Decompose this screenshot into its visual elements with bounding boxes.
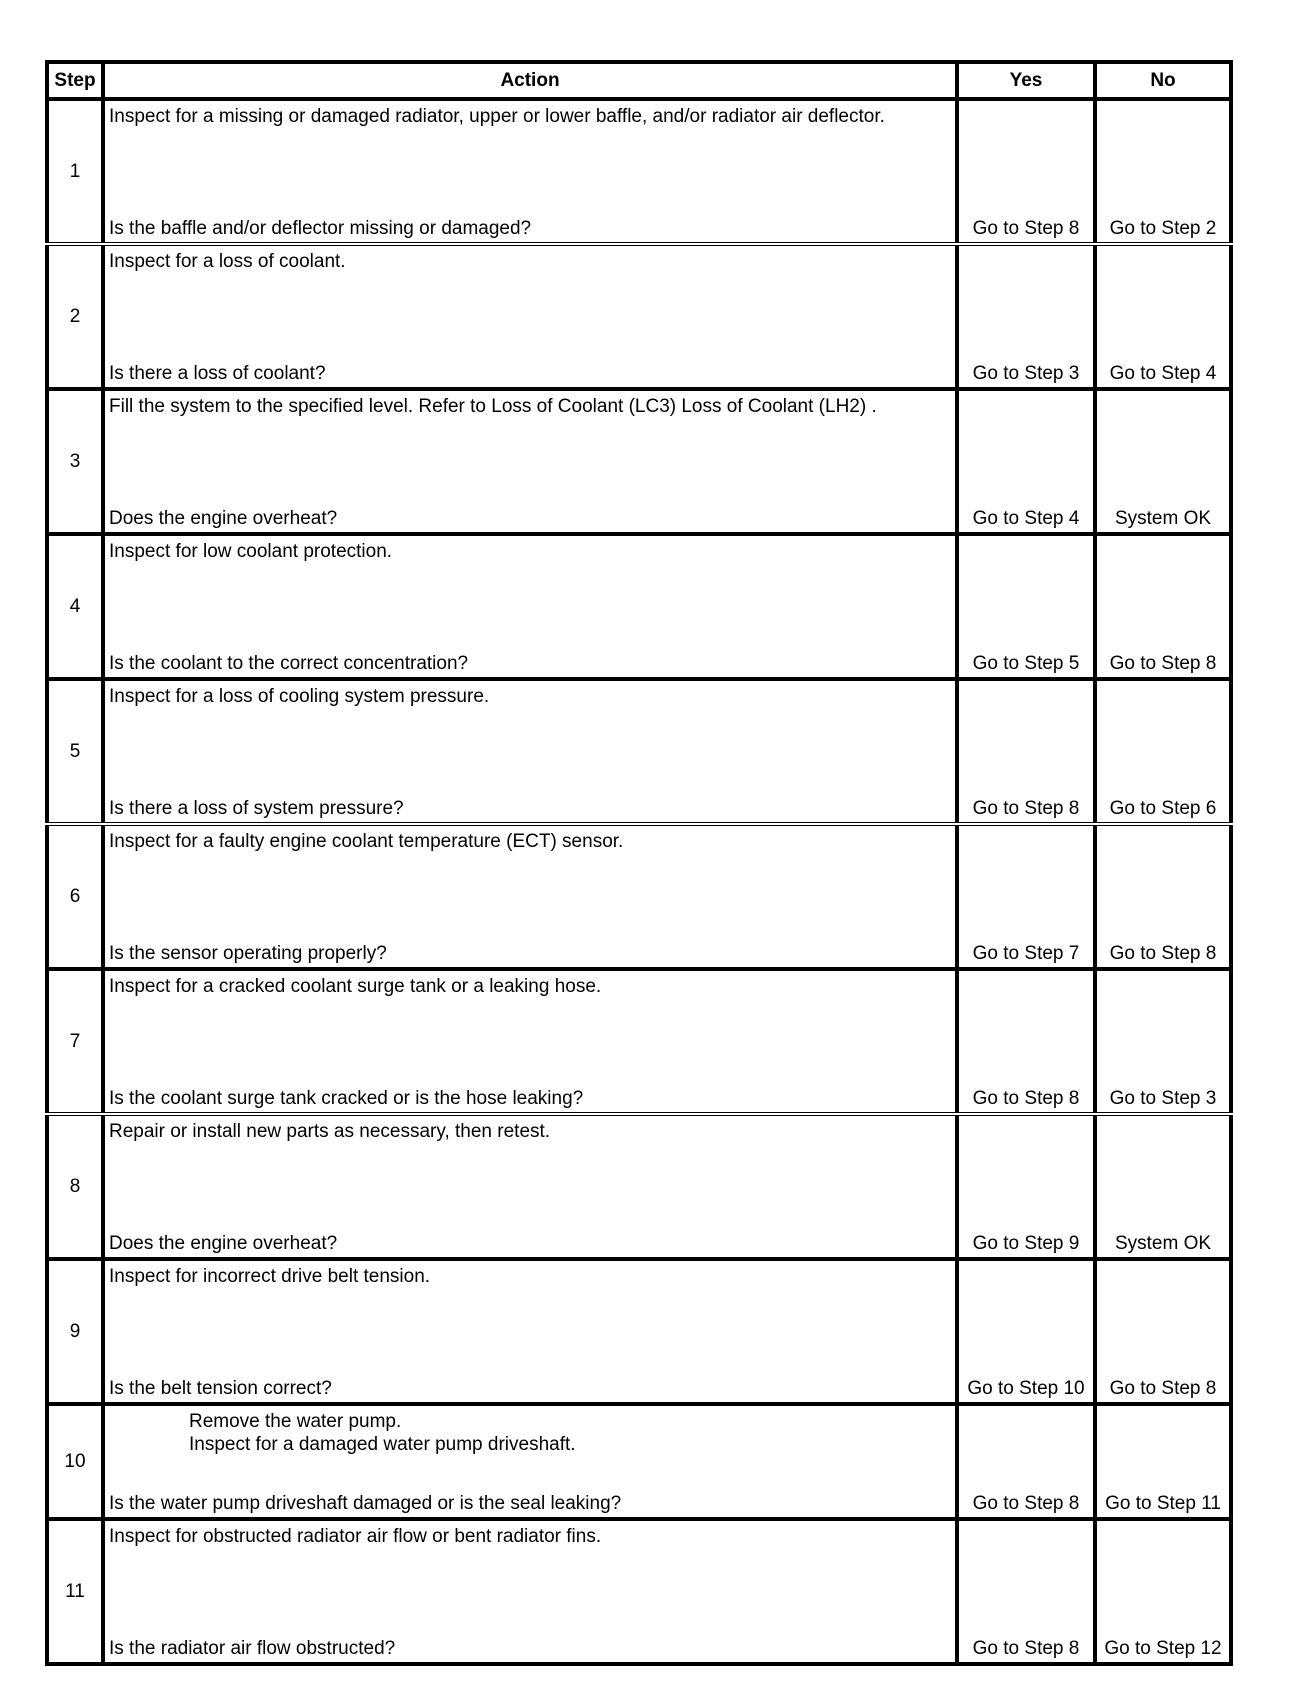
no-answer[interactable]: System OK: [1114, 1233, 1212, 1254]
no-answer[interactable]: Go to Step 11: [1105, 1493, 1221, 1514]
step-number: [47, 244, 103, 389]
no-cell: [1095, 1259, 1231, 1404]
action-question: Is the radiator air flow obstructed?: [109, 1638, 396, 1659]
step-number-text: 6: [69, 885, 81, 907]
no-cell: [1095, 1519, 1231, 1664]
yes-answer[interactable]: Go to Step 8: [972, 1088, 1080, 1109]
table-row: [47, 389, 1231, 534]
step-number-text: 2: [69, 305, 81, 327]
action-instruction-line: Remove the water pump.: [189, 1411, 402, 1432]
action-cell: [103, 969, 957, 1114]
step-number: [47, 389, 103, 534]
action-instruction: [109, 540, 392, 563]
action-instruction-line: Fill the system to the specified level. Refer to Loss of Coolant (LC3) Loss of Coolant (LH2) .: [109, 396, 877, 417]
yes-cell: [957, 824, 1095, 969]
yes-answer[interactable]: Go to Step 8: [972, 798, 1080, 819]
step-number: [47, 1404, 103, 1519]
yes-answer[interactable]: Go to Step 7: [972, 943, 1080, 964]
action-instruction-line: Inspect for a cracked coolant surge tank or a leaking hose.: [109, 976, 602, 997]
step-number-text: 9: [69, 1320, 81, 1342]
no-answer[interactable]: Go to Step 3: [1109, 1088, 1217, 1109]
step-number-text: 8: [69, 1175, 81, 1197]
no-answer[interactable]: Go to Step 8: [1109, 1378, 1217, 1399]
action-cell: [103, 679, 957, 824]
yes-answer[interactable]: Go to Step 5: [972, 653, 1080, 674]
yes-cell: [957, 99, 1095, 244]
yes-cell: [957, 969, 1095, 1114]
step-number-text: 1: [69, 160, 81, 182]
action-instruction-line: Inspect for a missing or damaged radiator, upper or lower baffle, and/or radiator air deflector.: [109, 106, 885, 127]
no-cell: [1095, 534, 1231, 679]
action-instruction: [109, 250, 346, 273]
yes-cell: [957, 679, 1095, 824]
no-cell: [1095, 99, 1231, 244]
action-instruction-line: Inspect for incorrect drive belt tension.: [109, 1266, 431, 1287]
action-question: Is the sensor operating properly?: [109, 943, 387, 964]
no-answer[interactable]: Go to Step 4: [1109, 363, 1217, 384]
action-instruction: [109, 1265, 430, 1288]
action-cell: [103, 824, 957, 969]
no-answer[interactable]: Go to Step 6: [1109, 798, 1217, 819]
step-number: [47, 99, 103, 244]
step-number-text: 5: [69, 740, 81, 762]
table-row: [47, 1519, 1231, 1664]
step-number: [47, 1519, 103, 1664]
table-body: [47, 99, 1231, 1664]
yes-answer[interactable]: Go to Step 3: [972, 363, 1080, 384]
yes-answer[interactable]: Go to Step 8: [972, 1493, 1080, 1514]
step-number: [47, 969, 103, 1114]
action-cell: [103, 1404, 957, 1519]
table-row: [47, 99, 1231, 244]
action-instruction: [109, 685, 489, 708]
action-instruction-line: Inspect for obstructed radiator air flow or bent radiator fins.: [109, 1526, 602, 1547]
yes-answer[interactable]: Go to Step 8: [972, 218, 1080, 239]
action-instruction: [189, 1410, 576, 1456]
action-question: Does the engine overheat?: [109, 508, 338, 529]
action-question: Is the coolant surge tank cracked or is the hose leaking?: [109, 1088, 584, 1109]
action-question: Does the engine overheat?: [109, 1233, 338, 1254]
yes-cell: [957, 389, 1095, 534]
step-number: [47, 1259, 103, 1404]
no-answer[interactable]: System OK: [1114, 508, 1212, 529]
yes-cell: [957, 1114, 1095, 1259]
action-instruction-line: Inspect for a loss of cooling system pressure.: [109, 686, 490, 707]
action-cell: [103, 389, 957, 534]
action-question: Is the coolant to the correct concentration?: [109, 653, 469, 674]
yes-answer[interactable]: Go to Step 4: [972, 508, 1080, 529]
no-cell: [1095, 679, 1231, 824]
action-instruction-line: Inspect for low coolant protection.: [109, 541, 393, 562]
header-row: [47, 62, 1231, 99]
table-row: [47, 1114, 1231, 1259]
step-number-text: 11: [65, 1580, 85, 1602]
action-instruction-line: Repair or install new parts as necessary, then retest.: [109, 1121, 551, 1142]
step-number-text: 7: [69, 1030, 81, 1052]
table-row: [47, 534, 1231, 679]
step-number-text: 4: [69, 595, 81, 617]
action-question: Is there a loss of coolant?: [109, 363, 326, 384]
step-number: [47, 534, 103, 679]
yes-cell: [957, 1404, 1095, 1519]
action-question: Is the belt tension correct?: [109, 1378, 332, 1399]
action-question: Is there a loss of system pressure?: [109, 798, 404, 819]
table-row: [47, 1259, 1231, 1404]
action-question: Is the baffle and/or deflector missing or damaged?: [109, 218, 532, 239]
diagnostic-table: [45, 60, 1233, 1666]
step-number-text: 3: [69, 450, 81, 472]
action-cell: [103, 1114, 957, 1259]
no-cell: [1095, 244, 1231, 389]
no-answer[interactable]: Go to Step 12: [1104, 1638, 1222, 1659]
action-instruction: [109, 1525, 601, 1548]
action-cell: [103, 1519, 957, 1664]
action-cell: [103, 244, 957, 389]
action-instruction: [109, 975, 601, 998]
yes-answer[interactable]: Go to Step 9: [972, 1233, 1080, 1254]
no-answer[interactable]: Go to Step 8: [1109, 943, 1217, 964]
table-row: [47, 824, 1231, 969]
yes-cell: [957, 1259, 1095, 1404]
no-answer[interactable]: Go to Step 2: [1109, 218, 1217, 239]
action-instruction-line: Inspect for a loss of coolant.: [109, 251, 346, 272]
header-step: Step: [47, 62, 103, 99]
step-number: [47, 1114, 103, 1259]
action-instruction-line: Inspect for a damaged water pump driveshaft.: [189, 1434, 576, 1455]
step-number-text: 10: [64, 1450, 86, 1472]
yes-cell: [957, 1519, 1095, 1664]
action-instruction: [109, 1120, 550, 1143]
no-cell: [1095, 824, 1231, 969]
no-cell: [1095, 1404, 1231, 1519]
table-row: [47, 1404, 1231, 1519]
action-cell: [103, 99, 957, 244]
action-instruction: [109, 105, 885, 128]
no-cell: [1095, 1114, 1231, 1259]
action-instruction: [109, 395, 877, 418]
action-question: Is the water pump driveshaft damaged or is the seal leaking?: [109, 1493, 622, 1514]
action-instruction: [109, 830, 623, 853]
yes-cell: [957, 244, 1095, 389]
step-number: [47, 679, 103, 824]
table-row: [47, 679, 1231, 824]
header-yes: Yes: [957, 62, 1095, 99]
action-cell: [103, 534, 957, 679]
yes-answer[interactable]: Go to Step 10: [967, 1378, 1085, 1399]
yes-cell: [957, 534, 1095, 679]
no-cell: [1095, 389, 1231, 534]
action-cell: [103, 1259, 957, 1404]
step-number: [47, 824, 103, 969]
action-instruction-line: Inspect for a faulty engine coolant temperature (ECT) sensor.: [109, 831, 624, 852]
table-row: [47, 969, 1231, 1114]
table-row: [47, 244, 1231, 389]
header-action: Action: [103, 62, 957, 99]
no-answer[interactable]: Go to Step 8: [1109, 653, 1217, 674]
no-cell: [1095, 969, 1231, 1114]
header-no: No: [1095, 62, 1231, 99]
yes-answer[interactable]: Go to Step 8: [972, 1638, 1080, 1659]
